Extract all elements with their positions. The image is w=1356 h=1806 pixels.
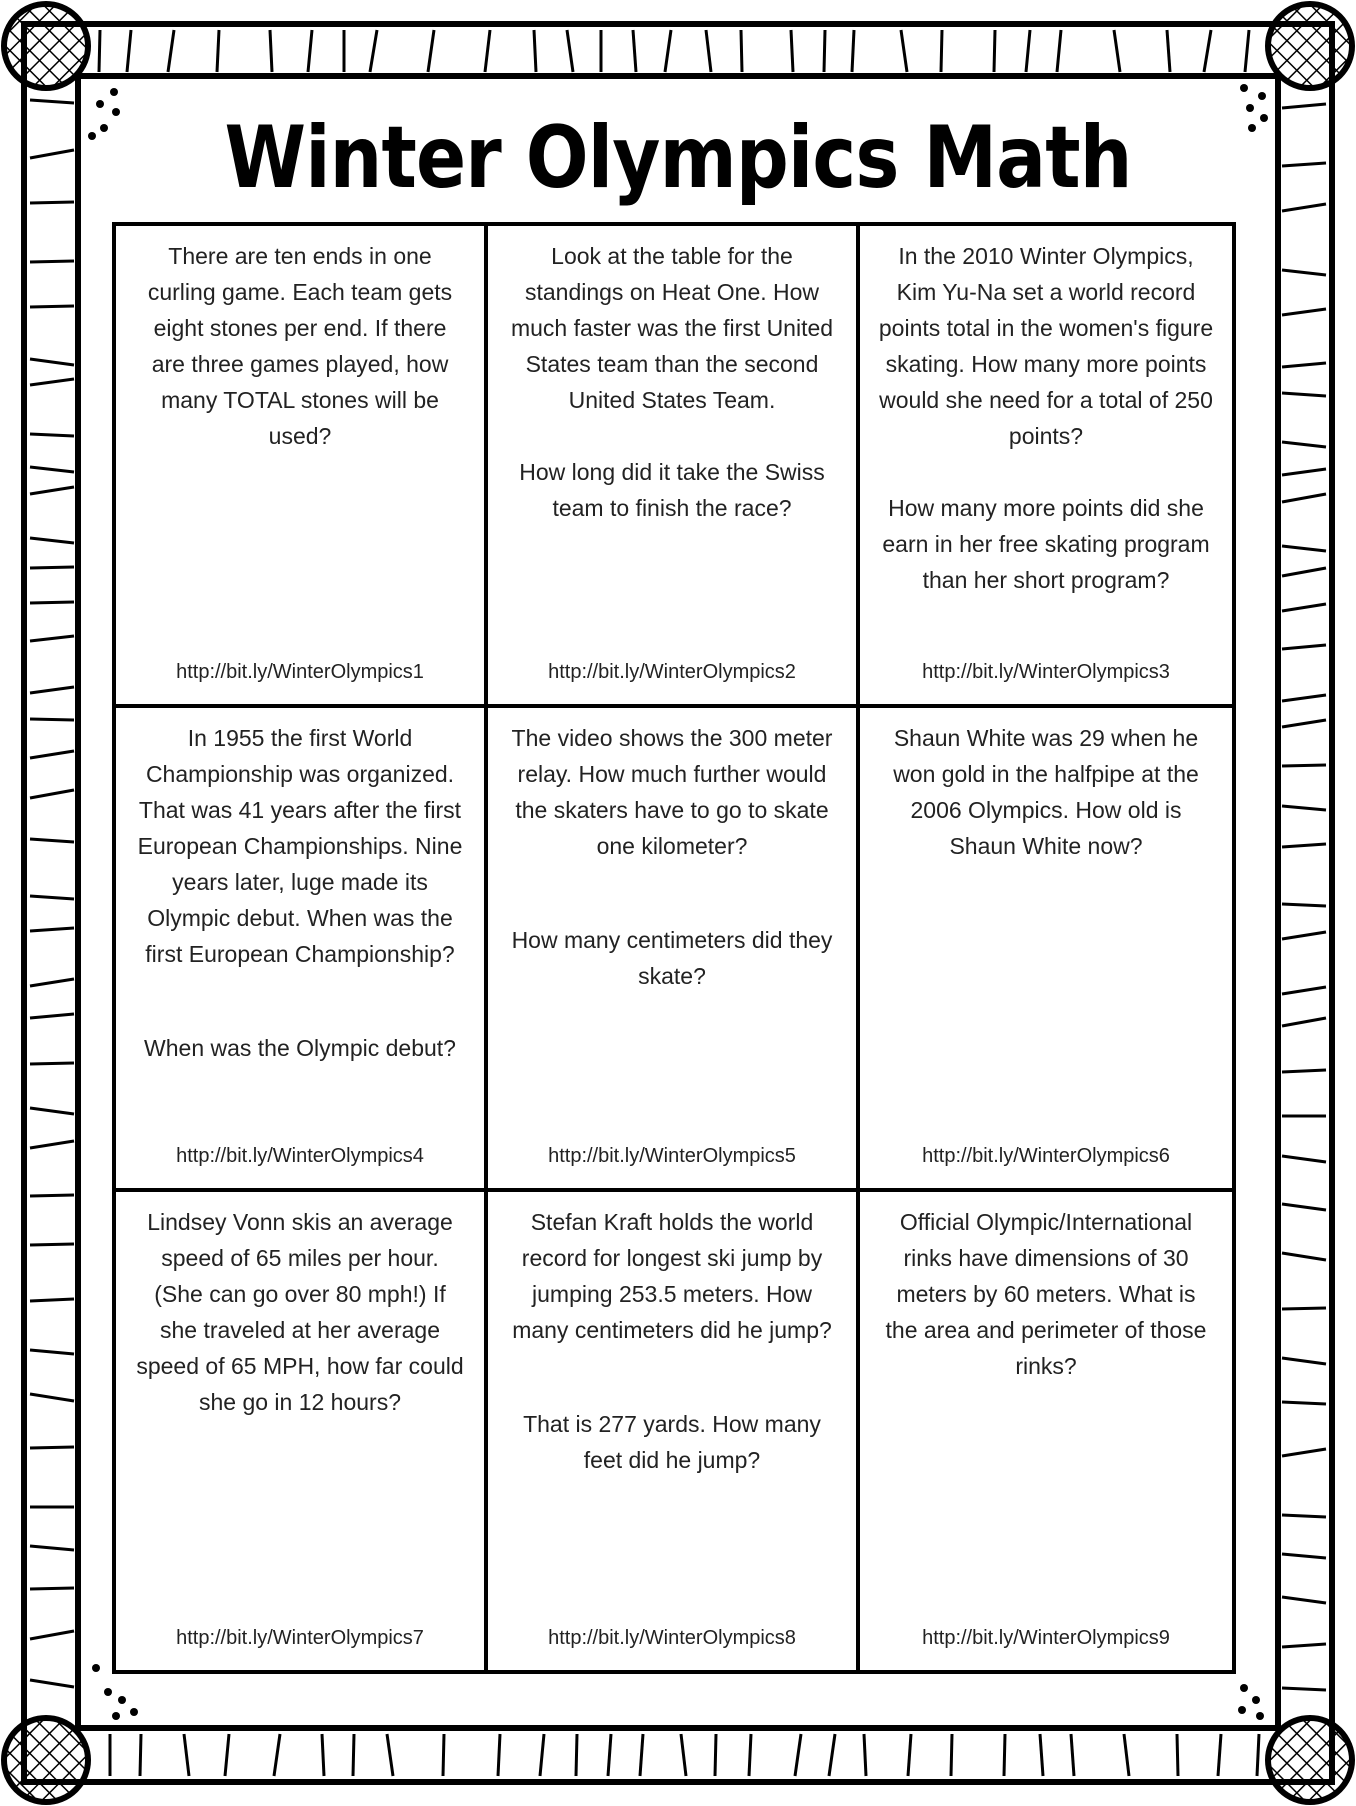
resource-link[interactable]: http://bit.ly/WinterOlympics2 (548, 661, 796, 683)
border-tick (30, 687, 74, 693)
border-tick (1282, 1402, 1326, 1404)
border-tick (30, 1299, 74, 1301)
border-tick (540, 1734, 544, 1776)
border-tick (30, 1680, 74, 1687)
border-tick (1282, 932, 1326, 939)
border-tick (168, 30, 174, 72)
problem-card (488, 226, 860, 708)
problem-card (860, 1192, 1232, 1670)
border-tick (370, 30, 377, 72)
problem-card (116, 226, 488, 708)
problem-followup: How many more points did she earn in her free skating program than her short program? (882, 495, 1210, 593)
border-tick (1282, 1018, 1326, 1026)
border-tick (1282, 163, 1326, 166)
border-tick (30, 538, 74, 543)
border-tick (30, 719, 74, 720)
border-tick (30, 1588, 74, 1589)
border-tick (30, 100, 74, 103)
border-tick (795, 1734, 801, 1776)
border-tick (30, 751, 74, 758)
border-tick (30, 1447, 74, 1448)
border-tick (1282, 568, 1326, 576)
border-tick (1257, 1734, 1259, 1776)
border-tick (1282, 904, 1326, 906)
border-tick (217, 30, 219, 72)
border-tick (901, 30, 907, 72)
border-tick (715, 1734, 716, 1776)
problem-text: There are ten ends in one curling game. Each team gets eight stones per end. If there are three games played, how many TOTAL stones will be used? (147, 243, 453, 449)
problem-followup: How many centimeters did they skate? (511, 927, 833, 989)
border-tick (1282, 1515, 1326, 1517)
border-tick (30, 261, 74, 262)
border-tick (30, 1195, 74, 1196)
border-tick (30, 839, 74, 842)
border-tick (1282, 309, 1326, 315)
border-tick (485, 30, 490, 72)
border-tick (30, 359, 74, 365)
border-tick (1245, 30, 1249, 72)
corner-ball-icon (4, 1718, 88, 1802)
border-tick (1282, 469, 1326, 475)
border-tick (1282, 765, 1326, 766)
border-tick (184, 1734, 189, 1776)
border-tick (308, 30, 312, 72)
border-tick (1282, 1688, 1326, 1690)
resource-link[interactable]: http://bit.ly/WinterOlympics8 (548, 1627, 796, 1649)
border-tick (1282, 1156, 1326, 1162)
problem-text: Stefan Kraft holds the world record for longest ski jump by jumping 253.5 meters. How many centimeters did he jump? (512, 1209, 832, 1343)
border-tick (30, 1546, 74, 1550)
problem-text: Official Olympic/International rinks have dimensions of 30 meters by 60 meters. What is the area and perimeter of those rinks? (885, 1209, 1207, 1379)
problem-grid (112, 222, 1236, 1674)
border-tick (1282, 1308, 1326, 1309)
border-tick (1282, 1070, 1326, 1072)
border-tick (353, 1734, 354, 1776)
border-tick (127, 30, 131, 72)
border-tick (30, 379, 74, 385)
border-tick (1282, 1554, 1326, 1558)
border-tick (1282, 987, 1326, 994)
resource-link[interactable]: http://bit.ly/WinterOlympics6 (922, 1145, 1170, 1167)
border-tick (1282, 645, 1326, 649)
border-tick (741, 30, 742, 72)
border-tick (1282, 104, 1326, 108)
border-tick (30, 1394, 74, 1401)
border-tick (1071, 1734, 1074, 1776)
border-tick (30, 979, 74, 986)
border-tick (99, 30, 100, 72)
border-tick (140, 1734, 141, 1776)
border-tick (908, 1734, 911, 1776)
border-tick (1282, 393, 1326, 396)
border-tick (30, 567, 74, 568)
problem-text: In the 2010 Winter Olympics, Kim Yu-Na set a world record points total in the women's figure skating. How many more points would she need for a total of 250 points? (878, 243, 1214, 449)
border-tick (30, 487, 74, 494)
border-tick (274, 1734, 280, 1776)
problem-text: Lindsey Vonn skis an average speed of 65 miles per hour. (She can go over 80 mph!) If she traveled at her average speed of 65 MPH, how far could she go in 12 hours? (136, 1209, 464, 1415)
border-tick (30, 467, 74, 472)
resource-link[interactable]: http://bit.ly/WinterOlympics3 (922, 661, 1170, 683)
border-tick (30, 1244, 74, 1245)
page-title: Winter Olympics Math (224, 108, 1132, 208)
problem-followup: That is 277 yards. How many feet did he jump? (523, 1411, 821, 1473)
border-tick (749, 1734, 751, 1776)
problem-followup: How long did it take the Swiss team to finish the race? (519, 459, 825, 521)
border-tick (1282, 494, 1326, 502)
border-tick (1004, 1734, 1005, 1776)
problem-card (116, 708, 488, 1192)
border-tick (30, 1063, 74, 1064)
border-tick (498, 1734, 500, 1776)
border-tick (1282, 1253, 1326, 1260)
border-tick (1114, 30, 1120, 72)
border-tick (681, 1734, 686, 1776)
border-tick (951, 1734, 952, 1776)
border-tick (829, 1734, 835, 1776)
border-tick (1177, 1734, 1178, 1776)
resource-link[interactable]: http://bit.ly/WinterOlympics5 (548, 1145, 796, 1167)
border-tick (30, 1350, 74, 1354)
border-tick (640, 1734, 643, 1776)
resource-link[interactable]: http://bit.ly/WinterOlympics9 (922, 1627, 1170, 1649)
border-tick (225, 1734, 229, 1776)
border-tick (1282, 1644, 1326, 1647)
border-tick (1282, 844, 1326, 847)
resource-link[interactable]: http://bit.ly/WinterOlympics1 (176, 661, 424, 683)
border-tick (387, 1734, 393, 1776)
border-tick (941, 30, 942, 72)
border-tick (567, 30, 573, 72)
border-tick (1282, 1204, 1326, 1210)
border-tick (1204, 30, 1211, 72)
border-tick (1218, 1734, 1221, 1776)
problem-card (488, 1192, 860, 1670)
border-tick (1040, 1734, 1043, 1776)
problem-text: Shaun White was 29 when he won gold in the halfpipe at the 2006 Olympics. How old is Shaun White now? (893, 725, 1199, 859)
border-tick (322, 1734, 324, 1776)
border-tick (824, 30, 825, 72)
border-tick (791, 30, 793, 72)
border-tick (30, 306, 74, 307)
border-tick (270, 30, 272, 72)
border-tick (30, 202, 74, 203)
border-tick (706, 30, 711, 72)
border-tick (1282, 695, 1326, 701)
corner-ball-icon (1268, 1718, 1352, 1802)
problem-card (860, 226, 1232, 708)
border-tick (1282, 546, 1326, 551)
border-tick (30, 1631, 74, 1639)
border-tick (30, 434, 74, 436)
problem-text: In 1955 the first World Championship was organized. That was 41 years after the first European Championships. Nine years later, luge made its Olympic debut. When was the first European Championship? (137, 725, 463, 967)
border-tick (864, 1734, 866, 1776)
problem-card (860, 708, 1232, 1192)
problem-followup: When was the Olympic debut? (144, 1035, 456, 1061)
border-tick (1124, 1734, 1129, 1776)
border-tick (1167, 30, 1170, 72)
problem-card (488, 708, 860, 1192)
border-tick (30, 636, 74, 641)
corner-ball-icon (1268, 4, 1352, 88)
border-tick (1282, 1449, 1326, 1456)
problem-card (116, 1192, 488, 1670)
border-tick (1057, 30, 1061, 72)
problem-text: Look at the table for the standings on Heat One. How much faster was the first United States team than the second United States Team. (510, 243, 834, 413)
resource-link[interactable]: http://bit.ly/WinterOlympics7 (176, 1627, 424, 1649)
border-tick (30, 1141, 74, 1148)
border-tick (1282, 363, 1326, 367)
corner-ball-icon (4, 4, 88, 88)
border-tick (576, 1734, 577, 1776)
border-tick (665, 30, 671, 72)
border-tick (1282, 442, 1326, 447)
border-tick (608, 1734, 611, 1776)
border-tick (994, 30, 995, 72)
border-tick (1282, 204, 1326, 211)
border-tick (1282, 720, 1326, 727)
border-tick (1282, 270, 1326, 275)
border-tick (1282, 1358, 1326, 1364)
border-tick (534, 30, 536, 72)
border-tick (30, 150, 74, 158)
border-tick (428, 30, 434, 72)
resource-link[interactable]: http://bit.ly/WinterOlympics4 (176, 1145, 424, 1167)
border-tick (1282, 1597, 1326, 1603)
border-tick (1282, 806, 1326, 810)
border-tick (443, 1734, 444, 1776)
border-tick (30, 928, 74, 931)
border-tick (633, 30, 636, 72)
border-tick (1026, 30, 1030, 72)
border-tick (852, 30, 854, 72)
border-tick (30, 1014, 74, 1018)
border-tick (30, 1108, 74, 1114)
border-tick (30, 790, 74, 798)
problem-text: The video shows the 300 meter relay. How much further would the skaters have to go to skate one kilometer? (511, 725, 833, 859)
border-tick (1282, 604, 1326, 611)
border-tick (30, 896, 74, 899)
border-tick (30, 602, 74, 603)
